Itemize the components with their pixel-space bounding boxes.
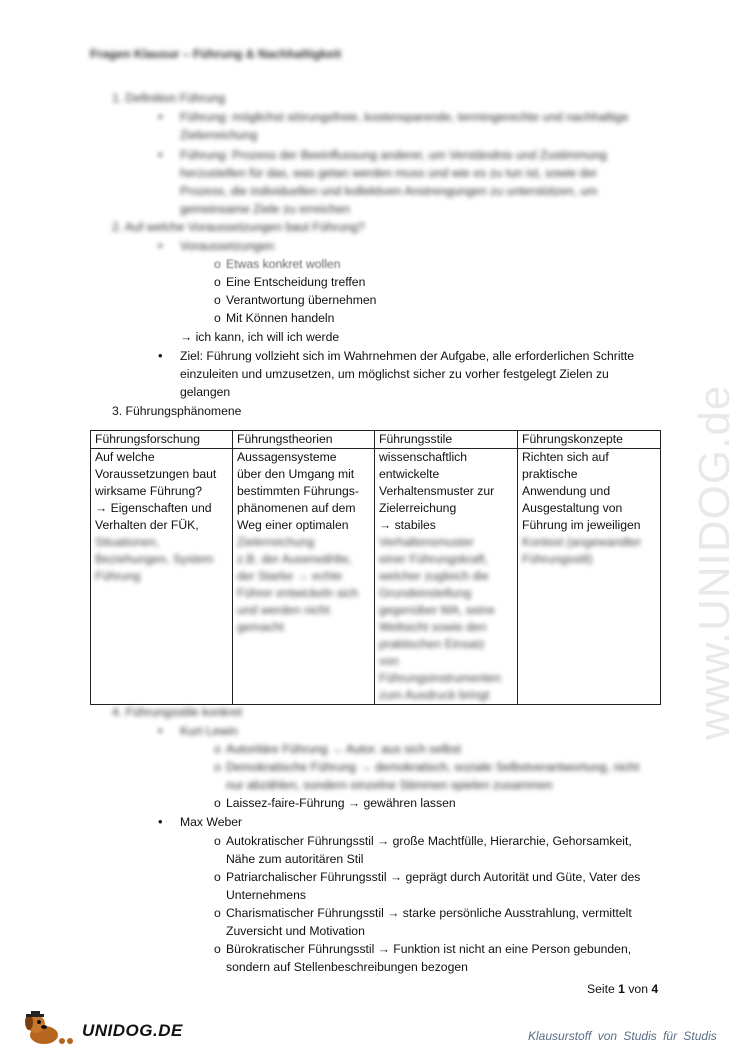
s4-lewin-item-2-line-2: nur abzählen, sondern einzelne Stimmen spielen zusammen [226,778,553,792]
section-2-heading: 2. Auf welche Voraussetzungen baut Führung? [112,220,365,234]
s2-ziel-line-2: einzuleiten und umzusetzen, um möglichst sicher zu vorher festgelegt Zielen zu [180,367,609,381]
s4-weber-item-1-line-1: o Autokratischer Führungsstil → große Machtfülle, Hierarchie, Gehorsamkeit, [214,834,632,848]
s1-bullet-1-line-1: • Führung: möglichst störungsfreie, kostensparende, termingerechte und nachhaltige [180,108,629,126]
s4-weber-item-4-line-2: sondern auf Stellenbeschreibungen bezogen [226,960,468,974]
s2-ziel-line-1: • Ziel: Führung vollzieht sich im Wahrnehmen der Aufgabe, alle erforderlichen Schritte [180,347,634,365]
table-header-cell: Führungsstile [375,431,518,449]
cell-text: wissenschaftlich entwickelte Verhaltensmuster zur Zielerreichung → stabiles [379,450,495,532]
s1-bullet-2-line-4: gemeinsame Ziele zu erreichen [180,202,351,216]
s4-weber-item-4-line-1: o Bürokratischer Führungsstil → Funktion ist nicht an eine Person gebunden, [214,942,632,956]
table-cell-theorien [233,449,375,705]
s2-item-1: o Etwas konkret wollen [214,257,341,271]
cell-text-blurred: Verhaltensmuster einer Führungskraft, welcher zugleich die Grundeinstellung gegenüber MA, seine Weltsicht sowie den praktischen Einsatz von Führungsinstrumenten zum Ausdruck bringt [379,535,501,702]
s2-bullet-voraussetzungen: • Voraussetzungen [180,237,274,255]
watermark-text: www.UNIDOG.de [690,384,739,740]
s2-item-3: o Verantwortung übernehmen [214,293,377,307]
s2-arrow-line: → ich kann, ich will ich werde [180,330,340,344]
s4-lewin-item-2-line-1: o Demokratische Führung → demokratisch, soziale Selbstverantwortung, nicht [214,760,640,774]
table-cell-forschung [91,449,233,705]
cell-text-blurred: Kontext (angewandter Führungsstil) [522,535,642,566]
s4-weber-item-3-line-2: Zuversicht und Motivation [226,924,365,938]
table-header-cell: Führungskonzepte [518,431,661,449]
footer-slogan: Klausurstoff von Studis für Studis [528,1029,717,1043]
dog-mascot-icon [22,1011,78,1047]
s1-bullet-2-line-2: herzustellen für das, was getan werden muss und wie es zu tun ist, sowie der [180,166,598,180]
s2-item-4: o Mit Können handeln [214,311,335,325]
s4-weber-item-1-line-2: Nähe zum autoritären Stil [226,852,364,866]
table-cell-konzepte [518,449,661,705]
section-1-heading: 1. Definition Führung [112,91,226,105]
table-header-cell: Führungstheorien [233,431,375,449]
page-number: Seite 1 von 4 [587,982,659,996]
unidog-logo [22,1011,183,1047]
s4-weber-item-2-line-2: Unternehmens [226,888,306,902]
s2-item-2: o Eine Entscheidung treffen [214,275,366,289]
table-header-cell: Führungsforschung [91,431,233,449]
s1-bullet-2-line-3: Prozess, die individuellen und kollektiven Anstrengungen zu unterstützen, um [180,184,598,198]
cell-text: Richten sich auf praktische Anwendung und Ausgestaltung von Führung im jeweiligen [522,450,641,532]
table-row [91,449,661,705]
section-3-heading: 3. Führungsphänomene [112,404,242,418]
s4-weber-item-2-line-1: o Patriarchalischer Führungsstil → geprägt durch Autorität und Güte, Vater des [214,870,641,884]
cell-text-blurred: Situationen, Beziehungen, System Führung [95,535,214,583]
table-cell-stile [375,449,518,705]
s1-bullet-2-line-1: • Führung: Prozess der Beeinflussung anderer, um Verständnis und Zustimmung [180,146,607,164]
s4-bullet-weber: • Max Weber [180,813,242,831]
cell-text: Auf welche Voraussetzungen baut wirksame Führung? → Eigenschaften und Verhalten der FÜK, [95,450,217,532]
s4-bullet-lewin: • Kurt Lewin [180,722,238,740]
s4-weber-item-3-line-1: o Charismatischer Führungsstil → starke persönliche Ausstrahlung, vermittelt [214,906,632,920]
s2-ziel-line-3: gelangen [180,385,231,399]
section-4-heading: 4. Führungsstile konkret [112,705,243,719]
table-header-row [91,431,661,449]
s4-lewin-item-3: o Laissez-faire-Führung → gewähren lassen [214,796,456,810]
document-title: Fragen Klausur – Führung & Nachhaltigkeit [90,47,342,61]
logo-text: UNIDOG.DE [82,1021,183,1040]
cell-text-blurred: Zielerreichung z.B. der Auserwählte, der Starke → echte Führer entwickeln sich und werden nicht gemacht [237,535,359,634]
cell-text: Aussagensysteme über den Umgang mit bestimmten Führungs- phänomenen auf dem Weg einer optimalen [237,450,359,532]
s4-lewin-item-1: o Autoritäre Führung → Autor. aus sich selbst [214,742,462,756]
s1-bullet-1-line-2: Zielerreichung [180,128,258,142]
phenomena-table [90,430,661,705]
